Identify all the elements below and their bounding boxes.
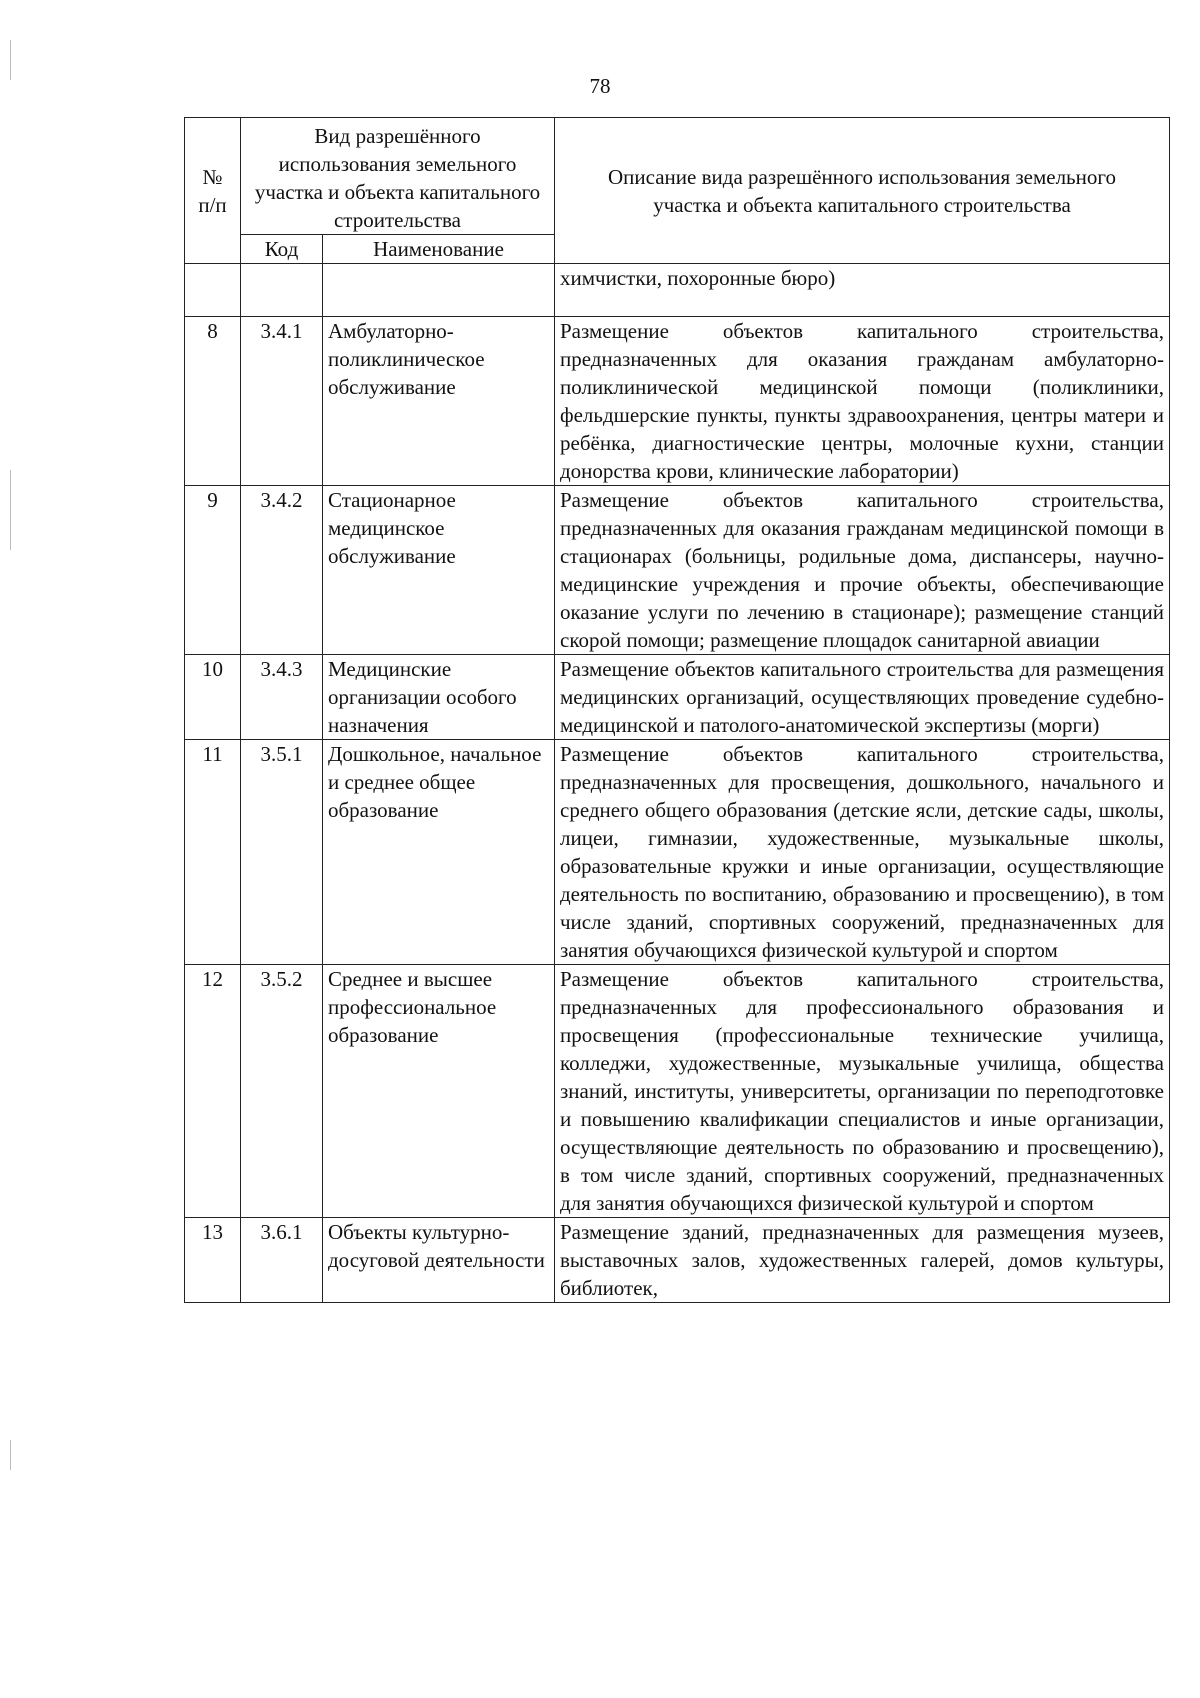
page-number: 78 <box>589 74 611 98</box>
row-description: Размещение объектов капитального строительства, предназначенных для просвещения, дошкольного, начального и среднего общего образования (детские ясли, детские сады, школы, лицеи, гимназии, художественные, музыкальные школы, образовательные кружки и иные организации, осуществляющие деятельность по воспитанию, образованию и просвещению), в том числе зданий, спортивных сооружений, предназначенных для занятия обучающихся физической культурой и спортом <box>555 740 1170 965</box>
row-num: 12 <box>185 965 241 1218</box>
table-row <box>185 317 1170 486</box>
continuation-text: химчистки, похоронные бюро) <box>555 264 1170 317</box>
row-name: Среднее и высшее профессиональное образование <box>323 965 555 1218</box>
row-code: 3.5.1 <box>241 740 323 965</box>
row-num: 8 <box>185 317 241 486</box>
table-row <box>185 655 1170 740</box>
row-name: Медицинские организации особого назначения <box>323 655 555 740</box>
row-code: 3.4.1 <box>241 317 323 486</box>
row-num: 13 <box>185 1218 241 1303</box>
row-name: Амбулаторно-поликлиническое обслуживание <box>323 317 555 486</box>
header-kind: Вид разрешённого использования земельного участка и объекта капитального строительства <box>241 118 555 235</box>
header-num: № п/п <box>185 118 241 264</box>
scan-margin-mark <box>10 1440 11 1470</box>
row-description: Размещение зданий, предназначенных для размещения музеев, выставочных залов, художественных галерей, домов культуры, библиотек, <box>555 1218 1170 1303</box>
row-code: 3.6.1 <box>241 1218 323 1303</box>
row-description: Размещение объектов капитального строительства, предназначенных для оказания гражданам амбулаторно-поликлинической медицинской помощи (поликлиники, фельдшерские пункты, пункты здравоохранения, центры матери и ребёнка, диагностические центры, молочные кухни, станции донорства крови, клинические лаборатории) <box>555 317 1170 486</box>
table-row <box>185 486 1170 655</box>
header-description: Описание вида разрешённого использования земельного участка и объекта капитального строительства <box>555 118 1170 264</box>
row-code: 3.4.3 <box>241 655 323 740</box>
row-num: 9 <box>185 486 241 655</box>
row-description: Размещение объектов капитального строительства, предназначенных для профессионального образования и просвещения (профессиональные технические училища, колледжи, художественные, музыкальные училища, общества знаний, институты, университеты, организации по переподготовке и повышению квалификации специалистов и иные организации, осуществляющие деятельность по образованию и просвещению), в том числе зданий, спортивных сооружений, предназначенных для занятия обучающихся физической культурой и спортом <box>555 965 1170 1218</box>
row-code: 3.5.2 <box>241 965 323 1218</box>
scan-margin-mark <box>10 470 11 550</box>
header-name: Наименование <box>323 235 555 264</box>
table-row <box>185 740 1170 965</box>
row-name: Дошкольное, начальное и среднее общее образование <box>323 740 555 965</box>
continuation-row <box>185 264 1170 317</box>
table-row <box>185 1218 1170 1303</box>
header-row <box>185 118 1170 235</box>
header-code: Код <box>241 235 323 264</box>
row-description: Размещение объектов капитального строительства для размещения медицинских организаций, осуществляющих проведение судебно-медицинской и патолого-анатомической экспертизы (морги) <box>555 655 1170 740</box>
land-use-table <box>184 117 1170 1303</box>
row-description: Размещение объектов капитального строительства, предназначенных для оказания гражданам медицинской помощи в стационарах (больницы, родильные дома, диспансеры, научно-медицинские учреждения и прочие объекты, обеспечивающие оказание услуги по лечению в стационаре); размещение станций скорой помощи; размещение площадок санитарной авиации <box>555 486 1170 655</box>
row-num: 11 <box>185 740 241 965</box>
table-row <box>185 965 1170 1218</box>
row-num: 10 <box>185 655 241 740</box>
row-name: Объекты культурно-досуговой деятельности <box>323 1218 555 1303</box>
row-code: 3.4.2 <box>241 486 323 655</box>
row-name: Стационарное медицинское обслуживание <box>323 486 555 655</box>
